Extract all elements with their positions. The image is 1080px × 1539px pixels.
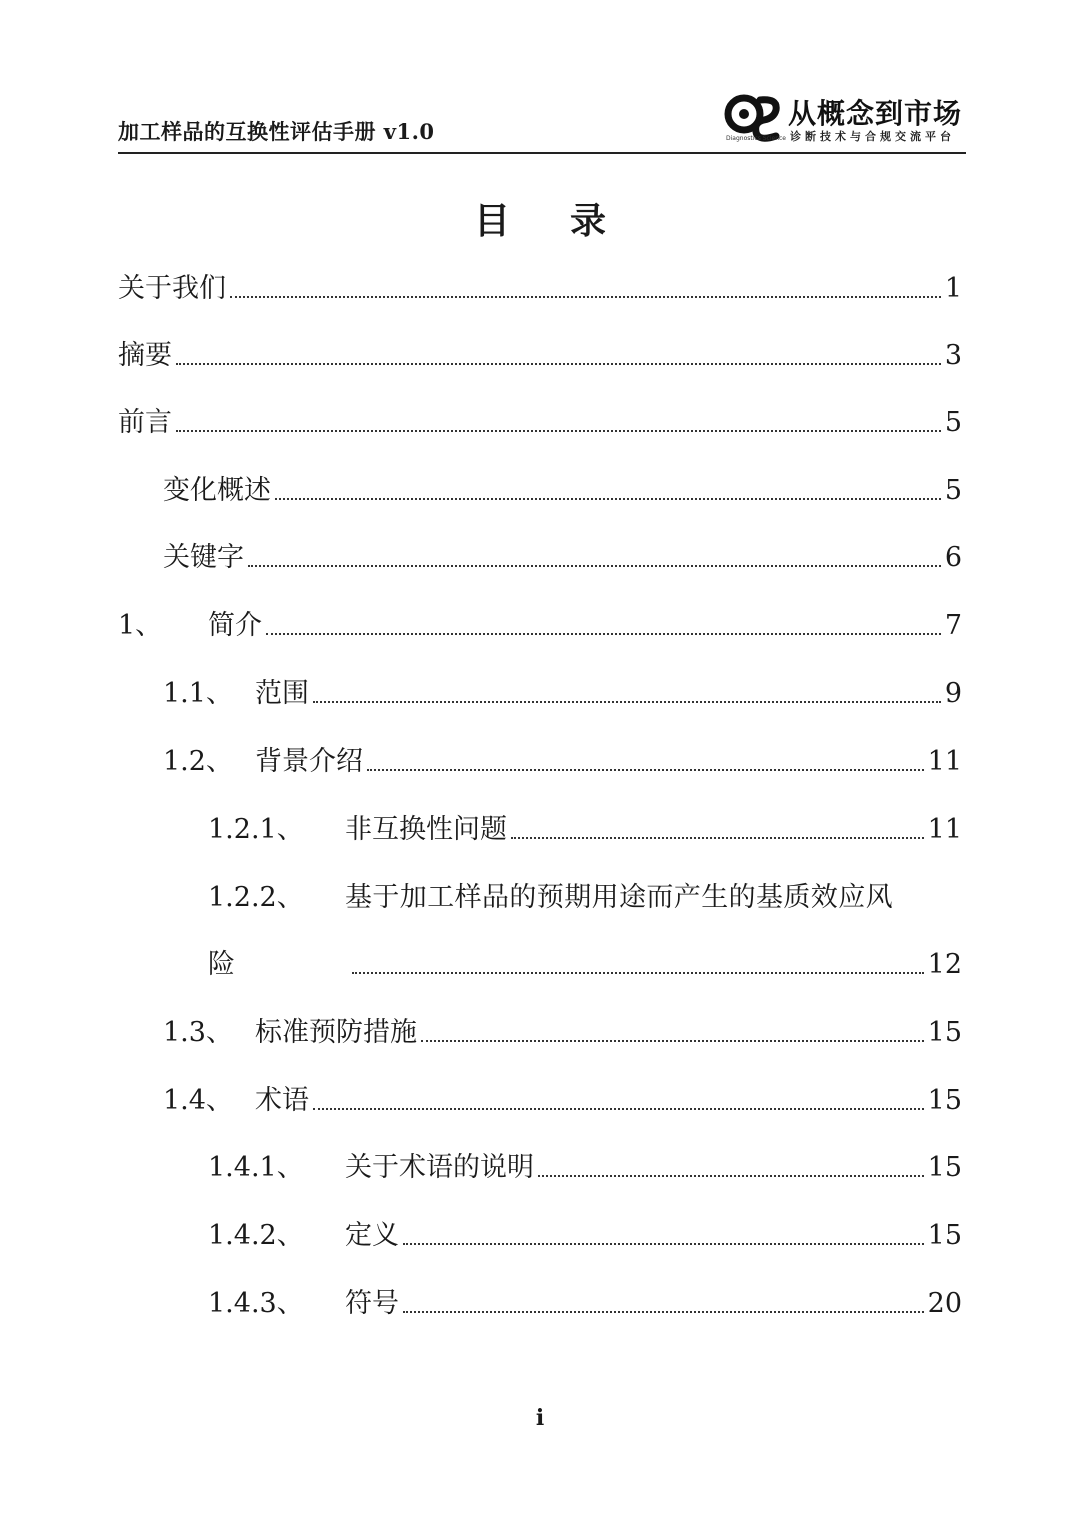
toc-heading: 目录: [473, 200, 666, 242]
toc-entry-label: 术语: [255, 1085, 309, 1116]
logo-name: 从概念到市场: [788, 97, 963, 130]
toc-entry[interactable]: [208, 875, 962, 915]
toc-entry-page: 11: [927, 814, 962, 845]
toc-entry[interactable]: [163, 1078, 962, 1118]
toc-entry-number: 1.3、: [163, 1017, 233, 1048]
brand-logo: [724, 90, 964, 146]
toc-entry-page: 3: [944, 340, 962, 371]
toc-dot-leader: [403, 1223, 924, 1253]
document-title: 加工样品的互换性评估手册 v1.0: [118, 119, 435, 144]
toc-dot-leader: [538, 1155, 924, 1185]
toc-dot-leader: [248, 545, 941, 575]
toc-entry-label: 背景介绍: [255, 746, 363, 777]
toc-entry[interactable]: [163, 468, 962, 508]
toc-entry-label: 摘要: [118, 340, 172, 371]
toc-dot-leader: [176, 410, 941, 440]
toc-dot-leader: [176, 343, 941, 373]
toc-entry-page: 1: [944, 273, 962, 304]
toc-entry-page: 15: [927, 1085, 962, 1116]
toc-entry-number: 1.1、: [163, 678, 233, 709]
toc-entry-page: 15: [927, 1220, 962, 1251]
toc-entry[interactable]: [163, 671, 962, 711]
toc-dot-leader: [275, 478, 941, 508]
toc-entry[interactable]: [163, 739, 962, 779]
toc-entry-number: 1.4.1、: [208, 1152, 304, 1183]
toc-entry-page: 11: [927, 746, 962, 777]
toc-entry-label: 基于加工样品的预期用途而产生的基质效应风: [345, 882, 893, 913]
toc-dot-leader: [367, 749, 924, 779]
toc-dot-leader: [266, 613, 941, 643]
toc-entry-label: 关于术语的说明: [345, 1152, 534, 1183]
toc-entry-page: 12: [927, 949, 962, 980]
toc-entry[interactable]: [163, 1010, 962, 1050]
toc-entry-label: 变化概述: [163, 475, 271, 506]
toc-entry[interactable]: [118, 400, 962, 440]
toc-entry-number: 1.4、: [163, 1085, 233, 1116]
toc-entry-page: 9: [944, 678, 962, 709]
toc-entry[interactable]: [118, 266, 962, 306]
toc-entry-page: 15: [927, 1152, 962, 1183]
toc-entry-number: 1.2.2、: [208, 882, 304, 913]
toc-entry-page: 6: [944, 542, 962, 573]
toc-dot-leader: [313, 681, 941, 711]
toc-dot-leader: [230, 276, 941, 306]
toc-entry[interactable]: [208, 1213, 962, 1253]
toc-entry-page: 7: [944, 610, 962, 641]
toc-entry-page: 5: [944, 407, 962, 438]
toc-entry[interactable]: [118, 333, 962, 373]
toc-entry[interactable]: [118, 603, 962, 643]
toc-entry[interactable]: [163, 535, 962, 575]
toc-entry-label: 关于我们: [118, 273, 226, 304]
toc-entry-label: 符号: [345, 1288, 399, 1319]
toc-entry-label: 范围: [255, 678, 309, 709]
toc-entry[interactable]: [208, 1281, 962, 1321]
toc-entry-page: 20: [927, 1288, 962, 1319]
toc-entry[interactable]: [208, 807, 962, 847]
toc-entry-number: 1.2、: [163, 746, 233, 777]
toc-entry-label: 前言: [118, 407, 172, 438]
toc-dot-leader: [352, 952, 924, 982]
toc-entry-label: 险: [208, 949, 235, 980]
logo-subtitle: 诊断技术与合规交流平台: [790, 130, 955, 143]
toc-dot-leader: [313, 1088, 924, 1118]
toc-entry-page: 5: [944, 475, 962, 506]
toc-dot-leader: [511, 817, 924, 847]
toc-entry-page: 15: [927, 1017, 962, 1048]
toc-entry-number: 1.4.3、: [208, 1288, 304, 1319]
toc-entry-label: 简介: [208, 610, 262, 641]
toc-entry-continuation[interactable]: [208, 942, 962, 982]
toc-entry-label: 非互换性问题: [345, 814, 507, 845]
toc-dot-leader: [403, 1291, 924, 1321]
toc-entry-label: 关键字: [163, 542, 244, 573]
logo-caption: Diagnostics Science: [726, 135, 786, 142]
toc-entry-label: 标准预防措施: [255, 1017, 417, 1048]
toc-entry-number: 1.2.1、: [208, 814, 304, 845]
toc-dot-leader: [421, 1020, 924, 1050]
page-number: i: [535, 1405, 545, 1431]
page-header: [118, 88, 966, 154]
toc-entry-number: 1.4.2、: [208, 1220, 304, 1251]
toc-entry-label: 定义: [345, 1220, 399, 1251]
toc-entry-number: 1、: [118, 610, 163, 641]
toc-entry[interactable]: [208, 1145, 962, 1185]
